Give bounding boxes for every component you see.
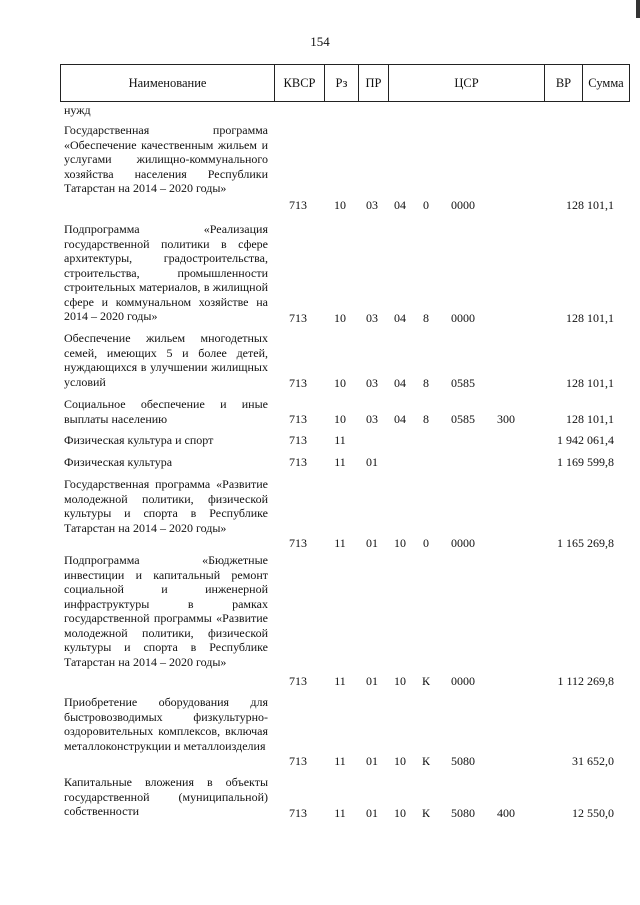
row-rz: 10 bbox=[334, 198, 346, 212]
row-csr1: 04 bbox=[394, 198, 406, 212]
row-rz: 11 bbox=[334, 754, 346, 768]
row-rz: 10 bbox=[334, 376, 346, 390]
row-sum: 128 101,1 bbox=[566, 198, 614, 212]
row-csr1: 04 bbox=[394, 376, 406, 390]
row-pr: 01 bbox=[366, 806, 378, 820]
row-csr2: 0 bbox=[423, 536, 429, 550]
row-kvsr: 713 bbox=[289, 376, 307, 390]
row-rz: 11 bbox=[334, 536, 346, 550]
row-pr: 01 bbox=[366, 754, 378, 768]
row-pr: 01 bbox=[366, 455, 378, 469]
page-number: 154 bbox=[310, 34, 330, 49]
row-name: Государственная программа «Обеспечение качественным жильем и услугами жилищно-коммунального хозяйства населения Республики Татарстан на 2014 – 2020 годы» bbox=[64, 123, 268, 195]
row-kvsr: 713 bbox=[289, 412, 307, 426]
row-pr: 01 bbox=[366, 536, 378, 550]
row-csr2: К bbox=[421, 806, 430, 820]
row-csr2: 8 bbox=[423, 376, 429, 390]
header-csr: ЦСР bbox=[389, 65, 545, 101]
row-name: Подпрограмма «Реализация государственной политики в сфере архитектуры, градостроительства, строительства, промышленности строительных материалов, в жилищной сфере и коммунальном хозяйстве на 2014 – 2020 годы» bbox=[64, 222, 268, 323]
row-sum: 1 112 269,8 bbox=[557, 674, 614, 688]
row-name: Подпрограмма «Бюджетные инвестиции и капитальный ремонт социальной и инженерной инфраструктуры в рамках государственной программы «Развитие молодежной политики, физической культуры и спорта в Республике Татарстан на 2014 – 2020 годы» bbox=[64, 553, 268, 669]
row-csr1: 10 bbox=[394, 806, 406, 820]
row-sum: 128 101,1 bbox=[566, 412, 614, 426]
row-rz: 11 bbox=[334, 455, 346, 469]
row-csr1: 10 bbox=[394, 754, 406, 768]
row-rz: 11 bbox=[334, 674, 346, 688]
row-sum: 1 165 269,8 bbox=[557, 536, 614, 550]
row-csr2: К bbox=[421, 674, 430, 688]
header-kvsr: КВСР bbox=[275, 65, 325, 101]
row-vr: 300 bbox=[497, 412, 515, 426]
row-csr1: 10 bbox=[394, 674, 406, 688]
row-name: Капитальные вложения в объекты государственной (муниципальной) собственности bbox=[64, 775, 268, 818]
header-sum: Сумма bbox=[588, 75, 624, 90]
row-pr: 03 bbox=[366, 311, 378, 325]
row-kvsr: 713 bbox=[289, 536, 307, 550]
row-sum: 128 101,1 bbox=[566, 311, 614, 325]
row-csr2: 0 bbox=[423, 198, 429, 212]
row-pr: 03 bbox=[366, 376, 378, 390]
row-sum: 31 652,0 bbox=[572, 754, 614, 768]
row-name: Приобретение оборудования для быстровозводимых физкультурно-оздоровительных комплексов, включая металлоконструкции и металлоизделия bbox=[64, 695, 268, 753]
row-csr3: 5080 bbox=[451, 754, 475, 768]
row-name: Обеспечение жильем многодетных семей, имеющих 5 и более детей, нуждающихся в улучшении жилищных условий bbox=[64, 331, 268, 389]
row-pr: 01 bbox=[366, 674, 378, 688]
page-edge-mark bbox=[636, 0, 640, 18]
row-rz: 10 bbox=[334, 412, 346, 426]
header-vr: ВР bbox=[545, 65, 583, 101]
row-rz: 11 bbox=[334, 806, 346, 820]
row-csr1: 04 bbox=[394, 311, 406, 325]
row-csr3: 0585 bbox=[451, 412, 475, 426]
row-name: Социальное обеспечение и иные выплаты населению bbox=[64, 397, 268, 426]
row-sum: 128 101,1 bbox=[566, 376, 614, 390]
header-rz: Рз bbox=[325, 65, 359, 101]
row-name: Физическая культура и спорт bbox=[64, 433, 214, 447]
row-kvsr: 713 bbox=[289, 198, 307, 212]
row-csr1: 04 bbox=[394, 412, 406, 426]
carryover-text: нужд bbox=[64, 103, 91, 117]
header-name: Наименование bbox=[61, 65, 275, 101]
row-sum: 1 942 061,4 bbox=[557, 433, 614, 447]
row-csr2: 8 bbox=[423, 412, 429, 426]
row-kvsr: 713 bbox=[289, 311, 307, 325]
row-csr3: 5080 bbox=[451, 806, 475, 820]
table-header bbox=[60, 64, 630, 102]
row-rz: 10 bbox=[334, 311, 346, 325]
row-csr3: 0000 bbox=[451, 536, 475, 550]
row-csr1: 10 bbox=[394, 536, 406, 550]
row-kvsr: 713 bbox=[289, 433, 307, 447]
header-pr: ПР bbox=[359, 65, 389, 101]
row-csr2: К bbox=[421, 754, 430, 768]
row-name: Физическая культура bbox=[64, 455, 173, 469]
row-sum: 12 550,0 bbox=[572, 806, 614, 820]
row-csr3: 0585 bbox=[451, 376, 475, 390]
row-kvsr: 713 bbox=[289, 806, 307, 820]
row-pr: 03 bbox=[366, 198, 378, 212]
row-csr3: 0000 bbox=[451, 674, 475, 688]
row-rz: 11 bbox=[334, 433, 346, 447]
row-csr3: 0000 bbox=[451, 311, 475, 325]
row-csr3: 0000 bbox=[451, 198, 475, 212]
row-kvsr: 713 bbox=[289, 754, 307, 768]
row-vr: 400 bbox=[497, 806, 515, 820]
row-kvsr: 713 bbox=[289, 455, 307, 469]
row-sum: 1 169 599,8 bbox=[557, 455, 614, 469]
row-pr: 03 bbox=[366, 412, 378, 426]
row-kvsr: 713 bbox=[289, 674, 307, 688]
row-csr2: 8 bbox=[423, 311, 429, 325]
row-name: Государственная программа «Развитие молодежной политики, физической культуры и спорта в Республике Татарстан на 2014 – 2020 годы» bbox=[64, 477, 268, 535]
